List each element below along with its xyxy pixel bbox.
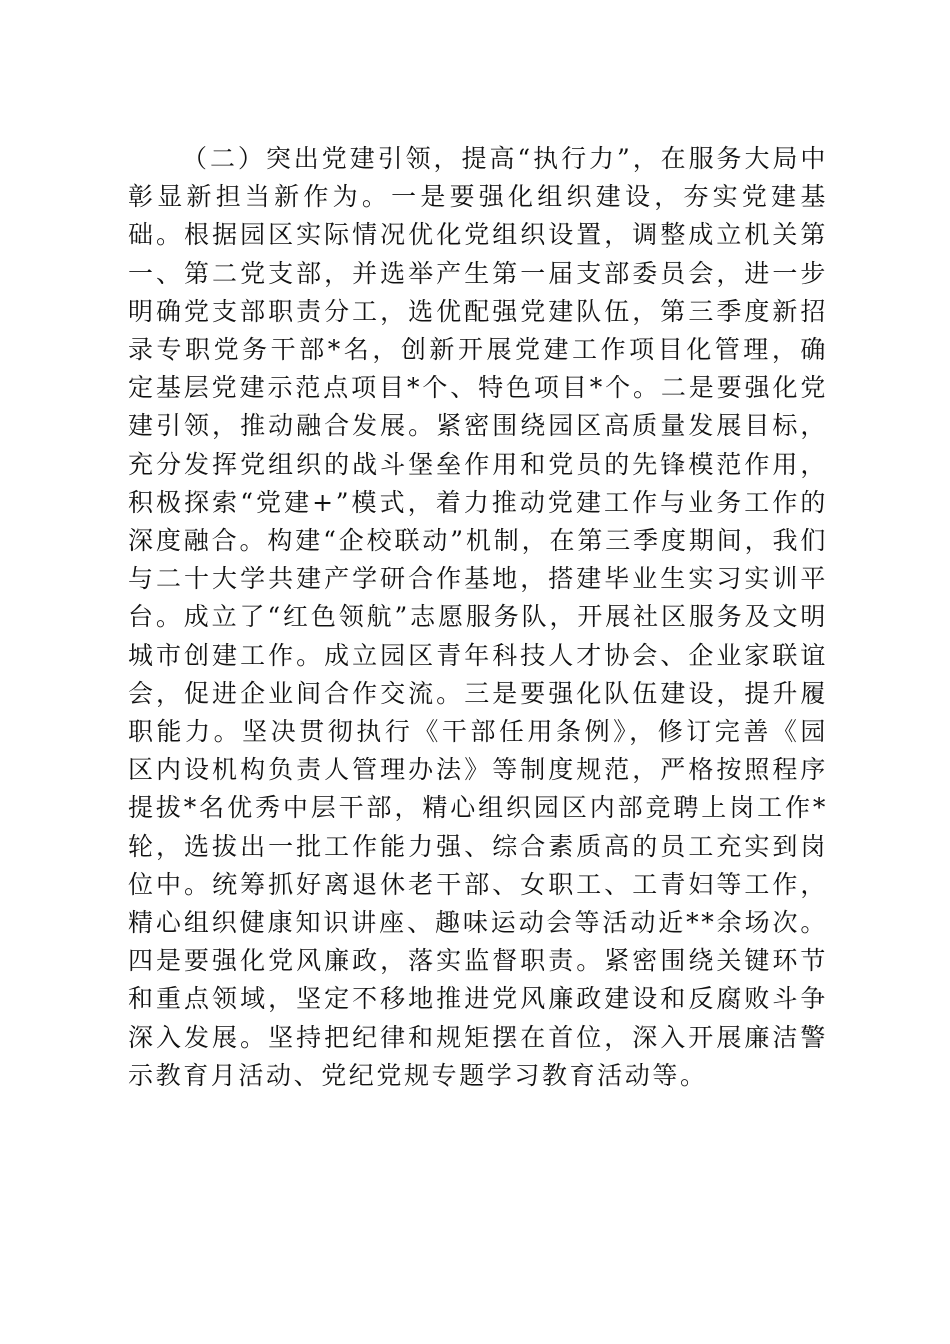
sentence: 坚决贯彻执行《干部任用条例》，修订完善《园区内设机构负责人管理办法》等制度规范，严格按照程序提拔*名优秀中层干部，精心组织园区内部竞聘上岗工作*轮，选拔出一批工作能力强、综合素质高的员工充实到岗位中。 <box>128 717 828 899</box>
sentence: 二是要强化党建引领，推动融合发展。 <box>128 373 828 441</box>
section-heading: （二）突出党建引领，提高“执行力”，在服务大局中彰显新担当新作为。 <box>128 144 828 212</box>
sentence: 紧密围绕关键环节和重点领域，坚定不移地推进党风廉政建设和反腐败斗争深入发展。 <box>128 946 828 1052</box>
sentence: 三是要强化队伍建设，提升履职能力。 <box>128 678 828 747</box>
sentence: 紧密围绕园区高质量发展目标，充分发挥党组织的战斗堡垒作用和党员的先锋模范作用，积极探索“党建+”模式，着力推动党建工作与业务工作的深度融合。 <box>128 411 828 556</box>
sentence: 统筹抓好离退休老干部、女职工、工青妇等工作，精心组织健康知识讲座、趣味运动会等活动近**余场次。 <box>128 869 829 938</box>
sentence: 四是要强化党风廉政，落实监督职责。 <box>128 946 605 976</box>
sentence: 根据园区实际情况优化党组织设置，调整成立机关第一、第二党支部，并选举产生第一届支部委员会，进一步明确党支部职责分工，选优配强党建队伍，第三季度新招录专职党务干部*名，创新开展党建工作项目化管理，确定基层党建示范点项目*个、特色项目*个。 <box>128 220 829 403</box>
sentence: 坚持把纪律和规矩摆在首位，深入开展廉洁警示教育月活动、党纪党规专题学习教育活动等。 <box>128 1022 828 1090</box>
body-paragraph <box>128 140 828 1095</box>
sentence: 一是要强化组织建设，夯实党建基础。 <box>128 182 828 250</box>
sentence: 成立园区青年科技人才协会、企业家联谊会，促进企业间合作交流。 <box>128 640 828 708</box>
sentence: 构建“企校联动”机制，在第三季度期间，我们与二十大学共建产学研合作基地，搭建毕业生实习实训平台。 <box>128 526 828 632</box>
sentence: 成立了“红色领航”志愿服务队，开展社区服务及文明城市创建工作。 <box>128 602 828 670</box>
